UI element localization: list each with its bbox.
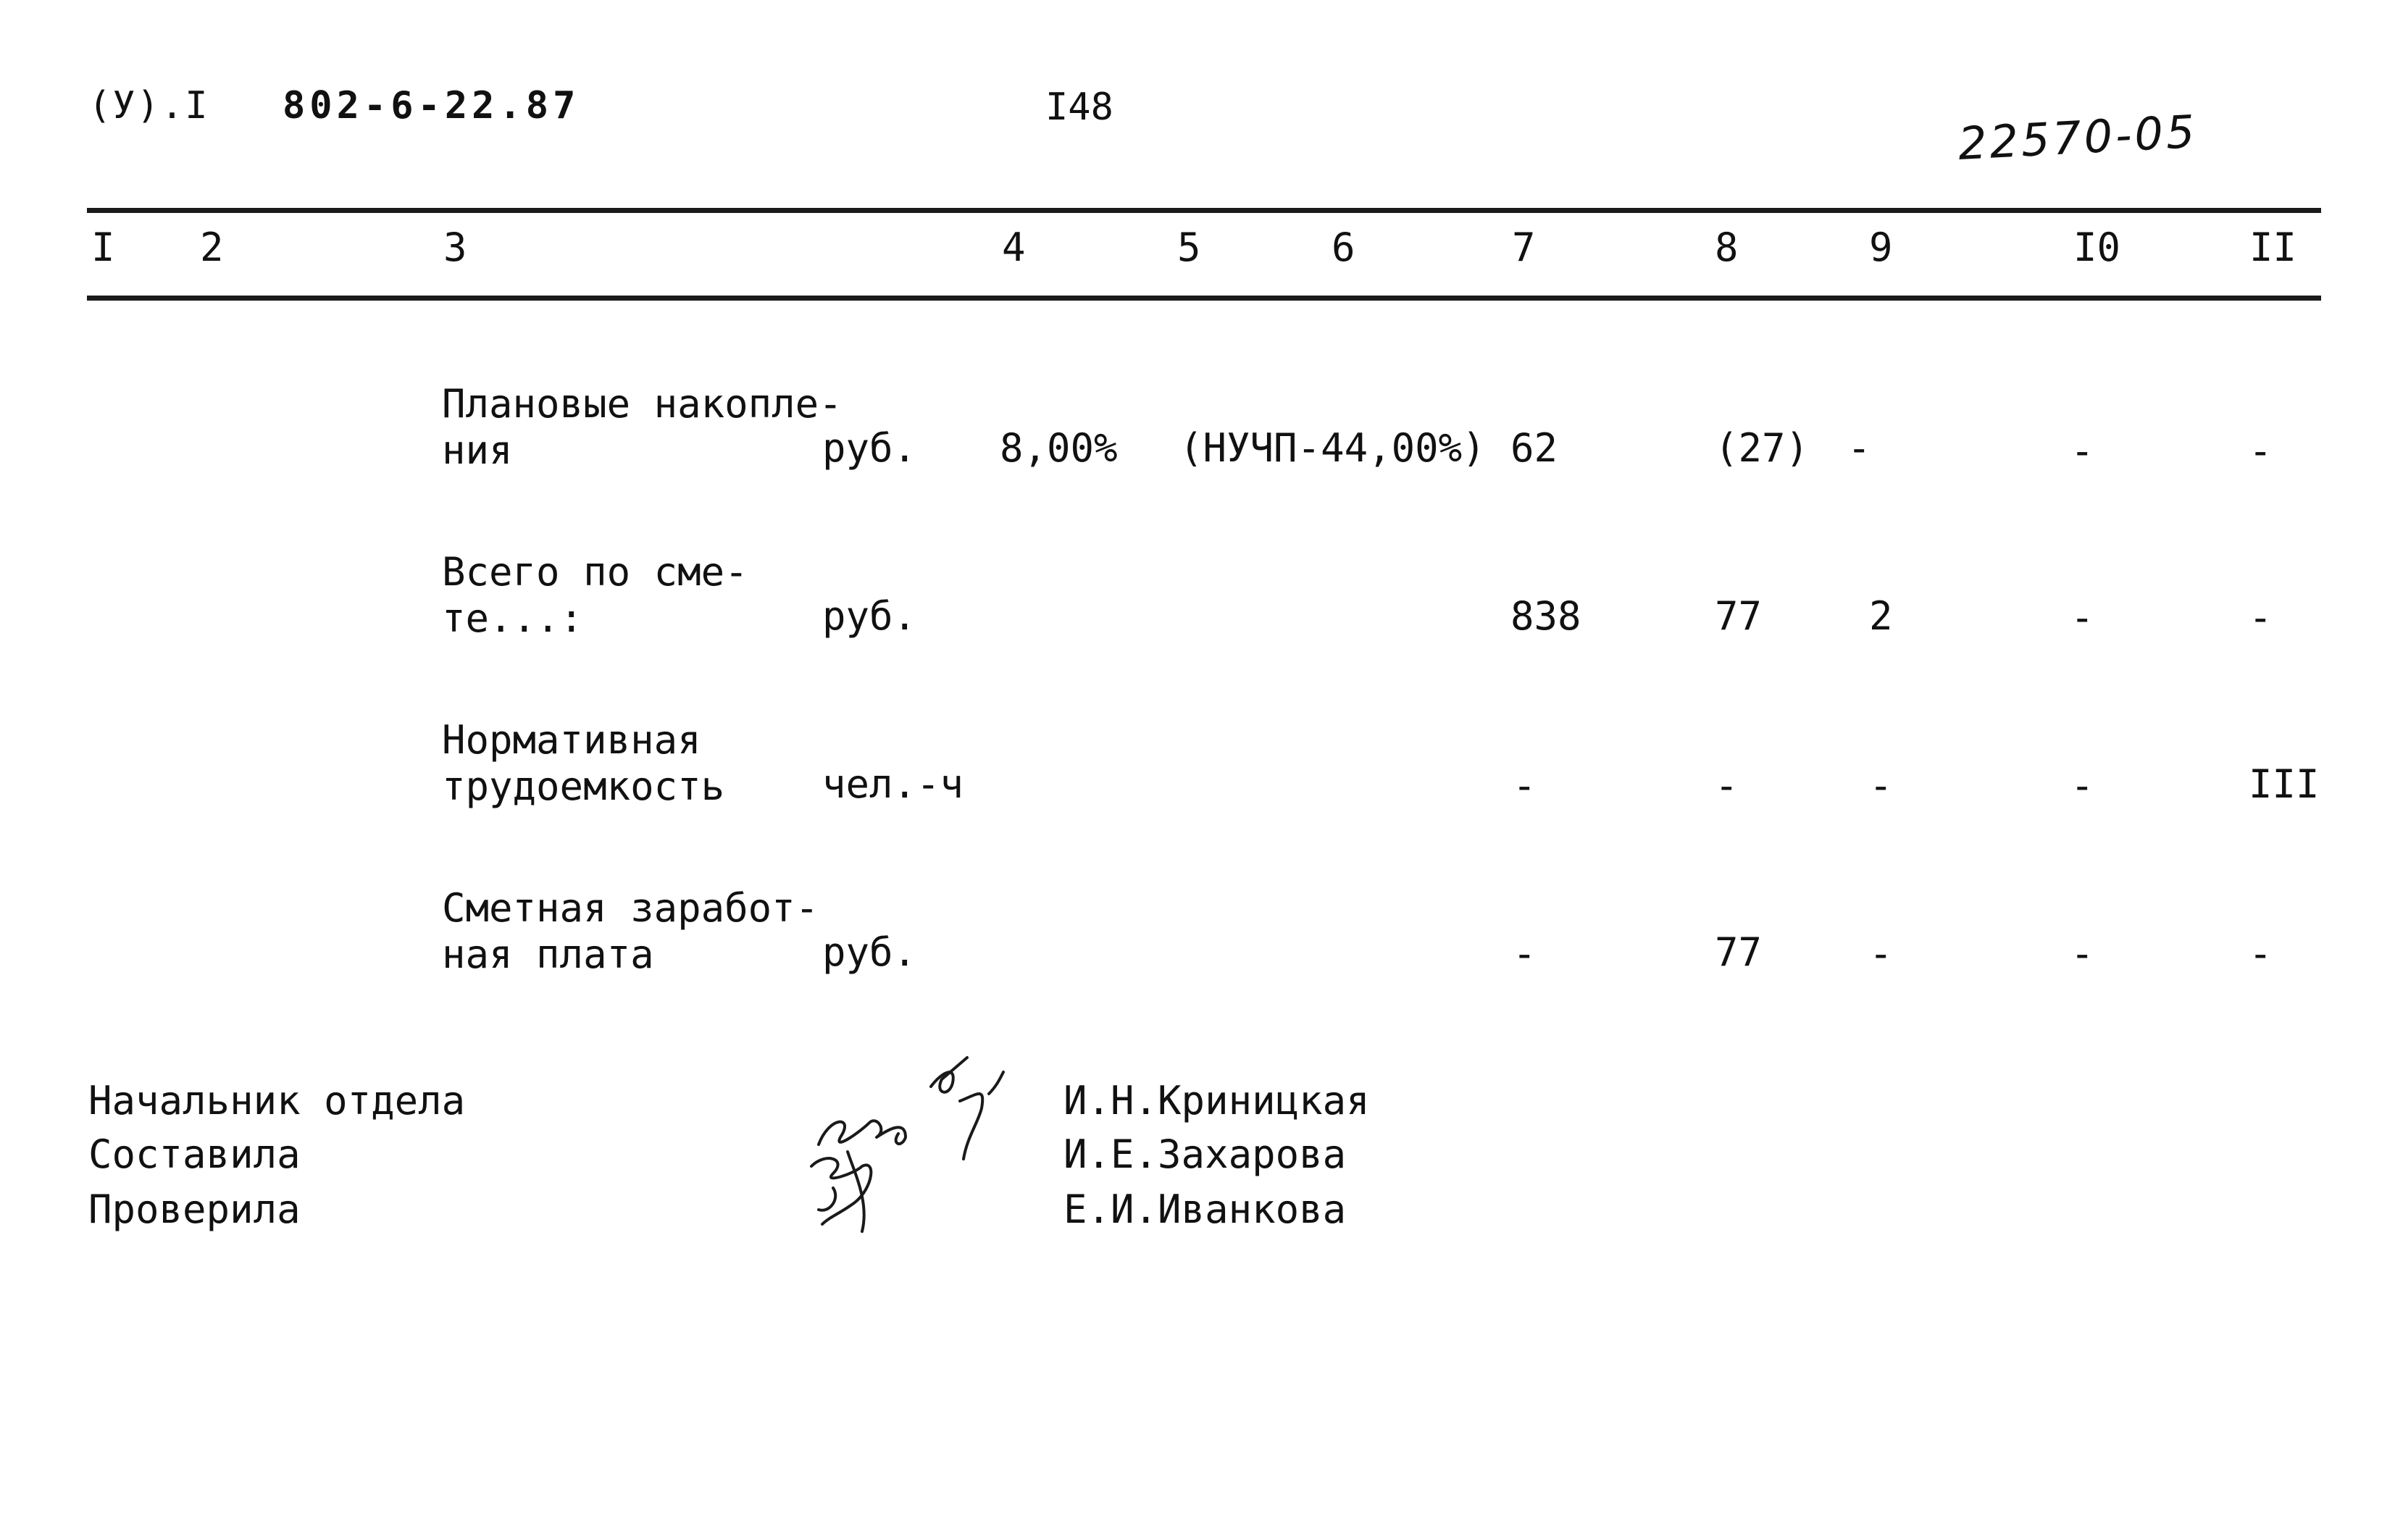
document-code-prefix: (У).I: [88, 84, 209, 127]
row-name-line: те...:: [442, 595, 584, 641]
row-col11: -: [2249, 595, 2273, 640]
table-header-rule: [87, 296, 2321, 301]
column-number: 8: [1715, 225, 1739, 270]
row-total: -: [1513, 763, 1537, 808]
row-name-line: ная плата: [442, 932, 654, 977]
column-number: 2: [200, 225, 224, 270]
column-number: 7: [1512, 225, 1536, 270]
row-col8: -: [1715, 763, 1739, 808]
column-number: 5: [1177, 225, 1201, 270]
row-name-line: трудоемкость: [442, 763, 725, 809]
row-unit: руб.: [822, 593, 917, 639]
column-number: 6: [1332, 225, 1355, 270]
table-top-rule: [87, 208, 2321, 213]
column-number: I: [91, 225, 115, 270]
stamp-number: 22570-05: [1957, 104, 2199, 170]
row-total: 62: [1510, 425, 1558, 471]
row-col9: 2: [1869, 593, 1893, 639]
row-col9: -: [1847, 425, 1871, 471]
signature-name: И.Е.Захарова: [1063, 1131, 1347, 1177]
row-unit: руб.: [822, 425, 917, 471]
row-rate: 8,00%: [1000, 425, 1118, 471]
column-number: 3: [443, 225, 467, 270]
row-name-line: Плановые накопле-: [442, 381, 843, 427]
row-col8: 77: [1715, 593, 1763, 639]
handwritten-signature: [761, 1043, 1050, 1260]
row-total: -: [1513, 931, 1537, 976]
signature-role: Проверила: [88, 1187, 301, 1232]
column-number: II: [2249, 225, 2297, 270]
row-col10: -: [2070, 763, 2094, 808]
page-number: I48: [1045, 85, 1113, 129]
row-col11: -: [2249, 931, 2273, 976]
signature-name: И.Н.Криницкая: [1063, 1078, 1370, 1123]
row-total: 838: [1510, 593, 1581, 639]
row-col10: -: [2070, 595, 2094, 640]
row-col8: 77: [1715, 929, 1763, 975]
row-col11: III: [2249, 761, 2320, 807]
signature-name: Е.И.Иванкова: [1063, 1187, 1347, 1232]
row-col9: -: [1869, 931, 1893, 976]
row-unit: чел.-ч: [822, 761, 964, 807]
row-col11: -: [2249, 428, 2273, 474]
row-col8: (27): [1715, 425, 1810, 471]
signature-role: Составила: [88, 1131, 301, 1177]
column-number: I0: [2073, 225, 2121, 270]
signature-role: Начальник отдела: [88, 1078, 466, 1123]
row-name-line: Всего по сме-: [442, 549, 748, 595]
row-col10: -: [2070, 931, 2094, 976]
column-number: 9: [1869, 225, 1893, 270]
document-code: 802-6-22.87: [283, 84, 580, 127]
column-number: 4: [1002, 225, 1026, 270]
row-col9: -: [1869, 763, 1893, 808]
row-rate-note: (НУЧП-44,00%): [1179, 425, 1486, 471]
row-name-line: Сметная заработ-: [442, 885, 819, 931]
row-col10: -: [2070, 428, 2094, 474]
row-unit: руб.: [822, 929, 917, 975]
row-name-line: Нормативная: [442, 717, 701, 763]
row-name-line: ния: [442, 427, 513, 473]
